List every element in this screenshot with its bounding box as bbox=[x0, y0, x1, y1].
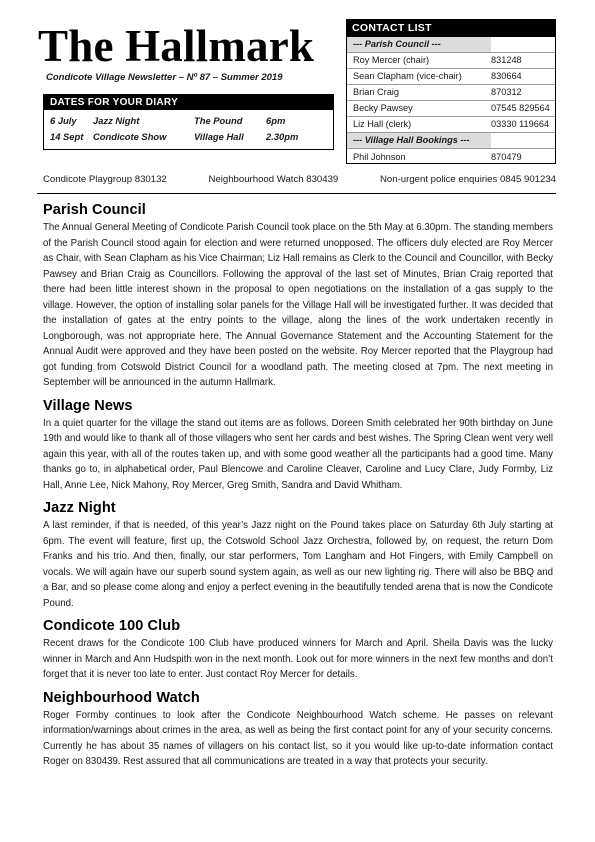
contact-row bbox=[347, 53, 555, 69]
contact-name: Roy Mercer (chair) bbox=[347, 53, 491, 69]
header-divider bbox=[37, 193, 556, 194]
contact-list-table bbox=[347, 37, 555, 165]
contact-number: 03330 119664 bbox=[491, 117, 555, 133]
contact-name: Sean Clapham (vice-chair) bbox=[347, 69, 491, 85]
neighbourhood-watch-number: Neighbourhood Watch 830439 bbox=[208, 174, 339, 185]
contact-name: Phil Johnson bbox=[353, 151, 406, 162]
contact-list-box bbox=[346, 19, 556, 164]
article-heading: Condicote 100 Club bbox=[43, 618, 181, 634]
diary-event: Jazz Night bbox=[93, 115, 140, 126]
article-body: A last reminder, if that is needed, of this year’s Jazz night on the Pound takes place on Saturday 6th July starting at 6pm. The event will feature, first up, the Cotswold School Jazz Orchestra, followed by, on request, the return Dom Franks and his trio. And then, finally, our star performers, Tom Langham and Hot Fingers, with Emily Campbell on vocals. We will again have our superb sound system again, as well as our new lighting rig. There will also be BBQ and a Bar, and so please come along and enjoy a perfect evening in the beautifully tended arena that is now the Condicote Pound. bbox=[43, 520, 553, 609]
article-body: The Annual General Meeting of Condicote Parish Council took place on the 5th May at 6.30pm. The standing members of the Parish Council stood again for election and were returned unopposed. The officers duly elected are Roy Mercer as Chair, with Sean Clapham as his Vice Chairman; Liz Hall remains as Clerk to the Council and Councillor, with Becky Pawsey and Brian Craig as Councillors. Following the approval of the last set of Minutes, Brian Craig reported that there had been little interest shown in the proposal to open negotiations on the installation of a gas supply to the village. However, the option of installing solar panels for the Village Hall will be investigated further. It was decided that the installation of gates at the entry points to the village, along the lines of the work undertaken recently in Longborough, was not appropriate here. The Annual Governance Statement and the Accounting Statement for the Annual Audit were approved and they have been posted on the website. Roy Mercer reported that the Playgroup had got funding from Cotswold District Council for a woodland path. The meeting closed at 7pm. The next meeting in September will be announced in the autumn Hallmark. bbox=[43, 222, 553, 388]
police-enquiries-number: Non-urgent police enquiries 0845 901234 bbox=[379, 174, 556, 185]
contact-number: 07545 829564 bbox=[491, 101, 555, 117]
article-body: In a quiet quarter for the village the stand out items are as follows. Doreen Smith celebrated her 90th birthday on June 19th and would like to thank all of those villagers who sent her cards and best wishes. The Spring Clean went very well again this year, with all of the routes taken up, and with some good weather all the participants had a good time. Many thanks go to, in alphabetical order, Paul Blencowe and Caroline Cleaver, Caroline and Lucy Clare, Judy Formby, Liz Hall, Anne Lee, Nick Mahony, Roy Mercer, Greg Smith, Sandra and David Whitham. bbox=[43, 417, 553, 491]
article-parish-council bbox=[43, 200, 553, 391]
contact-section-label: --- Village Hall Bookings --- bbox=[347, 133, 491, 149]
newsletter-title: The Hallmark bbox=[38, 21, 315, 71]
contact-row bbox=[347, 101, 555, 117]
diary-venue: The Pound bbox=[194, 115, 243, 126]
contact-row bbox=[347, 85, 555, 101]
article-heading: Neighbourhood Watch bbox=[43, 689, 200, 706]
diary-time: 6pm bbox=[266, 115, 286, 126]
contact-section-row bbox=[347, 133, 555, 149]
contact-section-spacer bbox=[491, 37, 555, 53]
contact-row bbox=[347, 149, 555, 166]
article-neighbourhood-watch bbox=[43, 688, 553, 770]
contact-name: Liz Hall (clerk) bbox=[347, 117, 491, 133]
diary-date: 6 July bbox=[50, 115, 77, 126]
dates-for-your-diary-box bbox=[43, 94, 334, 150]
article-jazz-night bbox=[43, 498, 553, 611]
contact-list-heading: CONTACT LIST bbox=[347, 20, 555, 37]
contact-section-spacer bbox=[491, 133, 555, 149]
contact-section-label: --- Parish Council --- bbox=[347, 37, 491, 53]
contact-name: Brian Craig bbox=[347, 85, 491, 101]
contact-number: 870479 bbox=[491, 151, 522, 162]
contact-number: 831248 bbox=[491, 53, 555, 69]
article-body: Roger Formby continues to look after the Condicote Neighbourhood Watch scheme. He passes on relevant information/warnings about crimes in the area, as well as being the first contact point for any of your security concerns. Currently he has about 35 names of villagers on his contact list, so it you would like up-to-date information contact Roger on 830439. Rest assured that all communications are treated in a way that protects your security. bbox=[43, 709, 553, 767]
article-heading: Parish Council bbox=[43, 202, 146, 218]
articles bbox=[43, 200, 553, 775]
contact-row bbox=[347, 117, 555, 133]
contact-name: Becky Pawsey bbox=[347, 101, 491, 117]
contact-number: 870312 bbox=[491, 85, 555, 101]
diary-row bbox=[50, 113, 298, 129]
article-heading: Village News bbox=[43, 397, 133, 414]
diary-row bbox=[50, 129, 298, 145]
article-body: Recent draws for the Condicote 100 Club have produced winners for March and April. Sheila Davis was the lucky winner in March and Ann Hudspith won in the next month. Look out for more winners in the next few months and don’t forget that it is never too late to enter. Just contact Roy Mercer for details. bbox=[43, 638, 553, 680]
newsletter-subtitle: Condicote Village Newsletter – Nº 87 – Summer 2019 bbox=[46, 72, 283, 83]
diary-time: 2.30pm bbox=[266, 131, 299, 142]
diary-table bbox=[50, 113, 298, 145]
diary-event: Condicote Show bbox=[93, 131, 167, 142]
playgroup-number: Condicote Playgroup 830132 bbox=[43, 174, 167, 185]
diary-heading: DATES FOR YOUR DIARY bbox=[44, 95, 333, 110]
contact-section-row bbox=[347, 37, 555, 53]
useful-numbers-strip bbox=[43, 174, 556, 185]
article-heading: Jazz Night bbox=[43, 500, 116, 516]
contact-number: 830664 bbox=[491, 69, 555, 85]
article-100-club bbox=[43, 616, 553, 683]
contact-row bbox=[347, 69, 555, 85]
diary-date: 14 Sept bbox=[50, 131, 84, 142]
diary-venue: Village Hall bbox=[194, 131, 244, 142]
article-village-news bbox=[43, 396, 553, 494]
